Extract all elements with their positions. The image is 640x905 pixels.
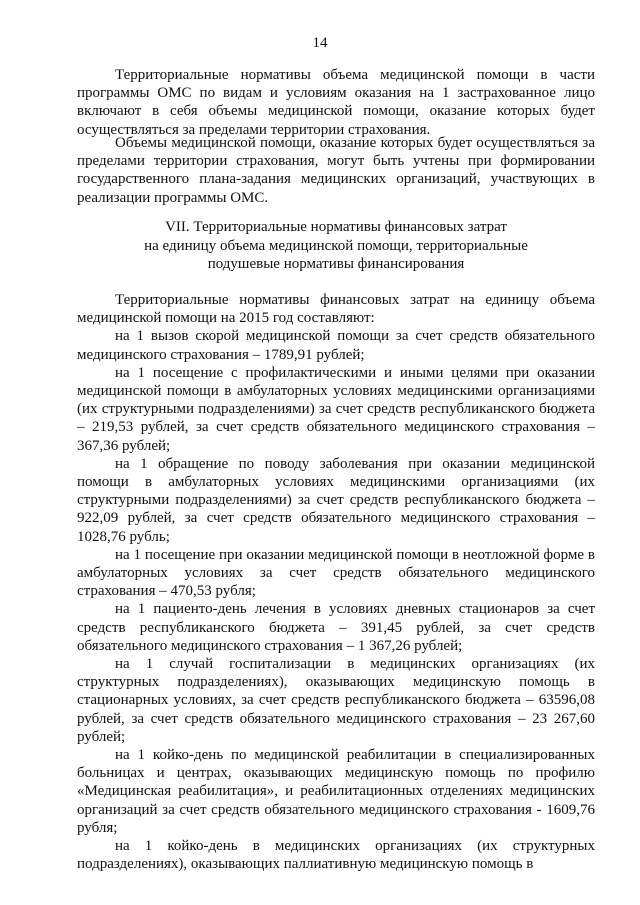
paragraph-territorial-volumes: Территориальные нормативы объема медицинской помощи в части программы ОМС по видам и условиям оказания на 1 застрахованное лицо включают в себя объемы медицинской помощи, оказание которых будет осуществляться за пределами территории страхования. [77, 67, 595, 138]
section-heading-line-3: подушевые нормативы финансирования [207, 256, 465, 273]
paragraph-ambulance-call: на 1 вызов скорой медицинской помощи за счет средств обязательного медицинского страхования – 1789,91 рублей; [77, 328, 595, 363]
paragraph-hospitalization: на 1 случай госпитализации в медицинских организациях (их структурных подразделениях), оказывающих медицинскую помощь в стационарных условиях, за счет средств республиканского бюджета – 63596,08 рублей, за счет средств обязательного медицинского страхования – 23 267,60 рублей; [77, 656, 595, 745]
section-heading [77, 218, 595, 274]
paragraph-block-volumes [77, 66, 595, 139]
paragraph-preventive-visit: на 1 посещение с профилактическими и иными целями при оказании медицинской помощи в амбулаторных условиях медицинскими организациями (их структурными подразделениями) за счет средств республиканского бюджета – 219,53 рублей, за счет средств обязательного медицинского страхования – 367,36 рублей; [77, 364, 595, 454]
paragraph-block-planning [77, 134, 595, 207]
paragraph-disease-appeal: на 1 обращение по поводу заболевания при оказании медицинской помощи в амбулаторных условиях медицинскими организациями (их структурными подразделениями) за счет средств республиканского бюджета – 922,09 рублей, за счет средств обязательного медицинского страхования – 1028,76 рубль; [77, 455, 595, 545]
financial-norms-body [77, 291, 595, 874]
paragraph-rehabilitation: на 1 койко-день по медицинской реабилитации в специализированных больницах и центрах, оказывающих медицинскую помощь по профилю «Медицинская реабилитация», и реабилитационных отделениях медицинских организаций за счет средств обязательного медицинского страхования - 1609,76 рубля; [77, 747, 595, 836]
section-heading-line-2: на единицу объема медицинской помощи, территориальные [144, 237, 528, 254]
section-heading-block [77, 218, 595, 274]
paragraph-palliative-care: на 1 койко-день в медицинских организациях (их структурных подразделениях), оказывающих паллиативную медицинскую помощь в [77, 838, 595, 873]
section-heading-line-1: VII. Территориальные нормативы финансовых затрат [165, 219, 507, 235]
paragraph-planning: Объемы медицинской помощи, оказание которых будет осуществляться за пределами территории страхования, могут быть учтены при формировании государственного плана-задания медицинских организаций, участвующих в реализации программы ОМС. [77, 135, 595, 206]
paragraph-day-hospital: на 1 пациенто-день лечения в условиях дневных стационаров за счет средств республиканского бюджета – 391,45 рублей, за счет средств обязательного медицинского страхования – 1 367,26 рублей; [77, 601, 595, 654]
page-number: 14 [312, 35, 328, 51]
paragraph-urgent-visit: на 1 посещение при оказании медицинской помощи в неотложной форме в амбулаторных условиях за счет средств обязательного медицинского страхования – 470,53 рубля; [77, 546, 595, 600]
paragraph-norms-intro: Территориальные нормативы финансовых затрат на единицу объема медицинской помощи на 2015 год составляют: [77, 292, 595, 327]
